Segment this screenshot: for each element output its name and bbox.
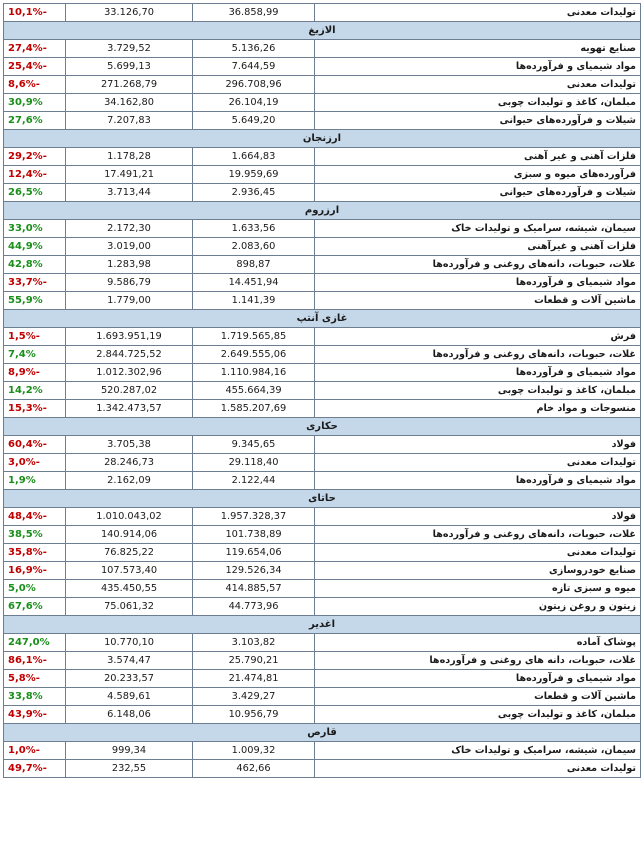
province-header-row	[4, 418, 641, 436]
product-name-cell: میوه و سبزی تازه	[315, 580, 641, 598]
percent-change-cell: 1,9%	[4, 472, 66, 490]
percent-change-cell: 33,7%-	[4, 274, 66, 292]
product-name-cell: ماشین آلات و قطعات	[315, 292, 641, 310]
value-cell-previous: 1.009,32	[193, 742, 315, 760]
table-row	[4, 364, 641, 382]
product-name-cell: فلزات آهنی و غیر آهنی	[315, 148, 641, 166]
value-cell-previous: 898,87	[193, 256, 315, 274]
product-name-cell: فلزات آهنی و غیرآهنی	[315, 238, 641, 256]
table-row	[4, 40, 641, 58]
value-cell-previous: 296.708,96	[193, 76, 315, 94]
value-cell-current: 1.283,98	[66, 256, 193, 274]
table-row	[4, 112, 641, 130]
percent-change-cell: 5,0%	[4, 580, 66, 598]
value-cell-current: 28.246,73	[66, 454, 193, 472]
percent-change-cell: 3,0%-	[4, 454, 66, 472]
value-cell-previous: 21.474,81	[193, 670, 315, 688]
value-cell-current: 17.491,21	[66, 166, 193, 184]
table-row	[4, 760, 641, 778]
product-name-cell: صنایع تهویه	[315, 40, 641, 58]
value-cell-current: 107.573,40	[66, 562, 193, 580]
value-cell-previous: 2.083,60	[193, 238, 315, 256]
table-row	[4, 598, 641, 616]
value-cell-current: 76.825,22	[66, 544, 193, 562]
province-header-row	[4, 490, 641, 508]
table-row	[4, 220, 641, 238]
value-cell-previous: 1.633,56	[193, 220, 315, 238]
percent-change-cell: 12,4%-	[4, 166, 66, 184]
table-row	[4, 400, 641, 418]
value-cell-previous: 2.122,44	[193, 472, 315, 490]
table-row	[4, 184, 641, 202]
value-cell-current: 3.713,44	[66, 184, 193, 202]
percent-change-cell: 49,7%-	[4, 760, 66, 778]
table-row	[4, 328, 641, 346]
table-row	[4, 382, 641, 400]
value-cell-current: 1.693.951,19	[66, 328, 193, 346]
value-cell-previous: 462,66	[193, 760, 315, 778]
table-row	[4, 292, 641, 310]
product-name-cell: فولاد	[315, 508, 641, 526]
product-name-cell: تولیدات معدنی	[315, 544, 641, 562]
product-name-cell: مواد شیمیای و فرآورده‌ها	[315, 472, 641, 490]
percent-change-cell: 14,2%	[4, 382, 66, 400]
percent-change-cell: 86,1%-	[4, 652, 66, 670]
province-name: الازیغ	[4, 22, 641, 40]
percent-change-cell: 27,4%-	[4, 40, 66, 58]
value-cell-current: 1.342.473,57	[66, 400, 193, 418]
value-cell-current: 1.012.302,96	[66, 364, 193, 382]
product-name-cell: غلات، حبوبات، دانه های روغنی و فرآورده‌ها	[315, 652, 641, 670]
product-name-cell: تولیدات معدنی	[315, 454, 641, 472]
percent-change-cell: 48,4%-	[4, 508, 66, 526]
table-row	[4, 76, 641, 94]
percent-change-cell: 43,9%-	[4, 706, 66, 724]
value-cell-previous: 19.959,69	[193, 166, 315, 184]
product-name-cell: مواد شیمیای و فرآورده‌ها	[315, 58, 641, 76]
province-header-row	[4, 202, 641, 220]
product-name-cell: مبلمان، کاغذ و تولیدات چوبی	[315, 706, 641, 724]
value-cell-previous: 2.649.555,06	[193, 346, 315, 364]
product-name-cell: منسوجات و مواد خام	[315, 400, 641, 418]
product-name-cell: تولیدات معدنی	[315, 76, 641, 94]
percent-change-cell: 60,4%-	[4, 436, 66, 454]
value-cell-previous: 414.885,57	[193, 580, 315, 598]
product-name-cell: سیمان، شیشه، سرامیک و تولیدات خاک	[315, 742, 641, 760]
value-cell-previous: 1.585.207,69	[193, 400, 315, 418]
table-row	[4, 580, 641, 598]
value-cell-previous: 26.104,19	[193, 94, 315, 112]
value-cell-previous: 36.858,99	[193, 4, 315, 22]
value-cell-current: 33.126,70	[66, 4, 193, 22]
percent-change-cell: 35,8%-	[4, 544, 66, 562]
value-cell-current: 6.148,06	[66, 706, 193, 724]
value-cell-current: 1.178,28	[66, 148, 193, 166]
table-body	[4, 4, 641, 778]
percent-change-cell: 27,6%	[4, 112, 66, 130]
product-name-cell: غلات، حبوبات، دانه‌های روغنی و فرآورده‌ها	[315, 346, 641, 364]
table-row	[4, 526, 641, 544]
value-cell-current: 4.589,61	[66, 688, 193, 706]
product-name-cell: سیمان، شیشه، سرامیک و تولیدات خاک	[315, 220, 641, 238]
value-cell-previous: 7.644,59	[193, 58, 315, 76]
province-header-row	[4, 724, 641, 742]
value-cell-current: 2.172,30	[66, 220, 193, 238]
value-cell-current: 9.586,79	[66, 274, 193, 292]
province-header-row	[4, 130, 641, 148]
table-row	[4, 94, 641, 112]
value-cell-previous: 25.790,21	[193, 652, 315, 670]
value-cell-previous: 1.141,39	[193, 292, 315, 310]
value-cell-current: 140.914,06	[66, 526, 193, 544]
value-cell-previous: 29.118,40	[193, 454, 315, 472]
table-row	[4, 544, 641, 562]
value-cell-current: 3.019,00	[66, 238, 193, 256]
table-row	[4, 436, 641, 454]
product-name-cell: شیلات و فرآورده‌های حیوانی	[315, 112, 641, 130]
value-cell-current: 7.207,83	[66, 112, 193, 130]
product-name-cell: مواد شیمیای و فرآورده‌ها	[315, 670, 641, 688]
province-name: ارزنجان	[4, 130, 641, 148]
table-row	[4, 562, 641, 580]
value-cell-previous: 3.103,82	[193, 634, 315, 652]
value-cell-previous: 14.451,94	[193, 274, 315, 292]
percent-change-cell: 16,9%-	[4, 562, 66, 580]
percent-change-cell: 26,5%	[4, 184, 66, 202]
value-cell-previous: 3.429,27	[193, 688, 315, 706]
value-cell-current: 271.268,79	[66, 76, 193, 94]
value-cell-current: 5.699,13	[66, 58, 193, 76]
percent-change-cell: 30,9%	[4, 94, 66, 112]
product-name-cell: فرآورده‌های میوه و سبزی	[315, 166, 641, 184]
table-row	[4, 274, 641, 292]
province-name: حکاری	[4, 418, 641, 436]
product-name-cell: مبلمان، کاغذ و تولیدات چوبی	[315, 94, 641, 112]
value-cell-current: 2.844.725,52	[66, 346, 193, 364]
value-cell-previous: 2.936,45	[193, 184, 315, 202]
province-export-table	[3, 3, 641, 778]
value-cell-previous: 44.773,96	[193, 598, 315, 616]
table-row	[4, 454, 641, 472]
value-cell-current: 232,55	[66, 760, 193, 778]
value-cell-previous: 9.345,65	[193, 436, 315, 454]
percent-change-cell: 15,3%-	[4, 400, 66, 418]
table-row	[4, 58, 641, 76]
value-cell-current: 34.162,80	[66, 94, 193, 112]
value-cell-current: 1.010.043,02	[66, 508, 193, 526]
value-cell-current: 3.574,47	[66, 652, 193, 670]
table-row	[4, 148, 641, 166]
product-name-cell: صنایع خودروسازی	[315, 562, 641, 580]
percent-change-cell: 29,2%-	[4, 148, 66, 166]
value-cell-previous: 101.738,89	[193, 526, 315, 544]
value-cell-previous: 1.719.565,85	[193, 328, 315, 346]
table-row	[4, 256, 641, 274]
value-cell-current: 2.162,09	[66, 472, 193, 490]
percent-change-cell: 10,1%-	[4, 4, 66, 22]
table-row	[4, 742, 641, 760]
percent-change-cell: 5,8%-	[4, 670, 66, 688]
table-row	[4, 670, 641, 688]
province-name: ارزروم	[4, 202, 641, 220]
percent-change-cell: 25,4%-	[4, 58, 66, 76]
value-cell-previous: 1.664,83	[193, 148, 315, 166]
table-row	[4, 688, 641, 706]
province-name: اغدیر	[4, 616, 641, 634]
value-cell-previous: 455.664,39	[193, 382, 315, 400]
percent-change-cell: 38,5%	[4, 526, 66, 544]
value-cell-previous: 1.957.328,37	[193, 508, 315, 526]
value-cell-previous: 119.654,06	[193, 544, 315, 562]
product-name-cell: غلات، حبوبات، دانه‌های روغنی و فرآورده‌ها	[315, 526, 641, 544]
value-cell-current: 435.450,55	[66, 580, 193, 598]
value-cell-previous: 1.110.984,16	[193, 364, 315, 382]
value-cell-current: 520.287,02	[66, 382, 193, 400]
value-cell-current: 10.770,10	[66, 634, 193, 652]
percent-change-cell: 8,9%-	[4, 364, 66, 382]
value-cell-current: 999,34	[66, 742, 193, 760]
value-cell-previous: 129.526,34	[193, 562, 315, 580]
percent-change-cell: 42,8%	[4, 256, 66, 274]
product-name-cell: مواد شیمیای و فرآورده‌ها	[315, 364, 641, 382]
province-name: غازی آنتپ	[4, 310, 641, 328]
value-cell-current: 3.729,52	[66, 40, 193, 58]
percent-change-cell: 7,4%	[4, 346, 66, 364]
percent-change-cell: 33,8%	[4, 688, 66, 706]
product-name-cell: ماشین آلات و قطعات	[315, 688, 641, 706]
value-cell-current: 75.061,32	[66, 598, 193, 616]
product-name-cell: فولاد	[315, 436, 641, 454]
product-name-cell: تولیدات معدنی	[315, 4, 641, 22]
value-cell-previous: 10.956,79	[193, 706, 315, 724]
percent-change-cell: 247,0%	[4, 634, 66, 652]
value-cell-current: 1.779,00	[66, 292, 193, 310]
value-cell-current: 20.233,57	[66, 670, 193, 688]
product-name-cell: غلات، حبوبات، دانه‌های روغنی و فرآورده‌ها	[315, 256, 641, 274]
percent-change-cell: 1,0%-	[4, 742, 66, 760]
province-header-row	[4, 616, 641, 634]
table-row	[4, 652, 641, 670]
table-row	[4, 346, 641, 364]
table-row	[4, 238, 641, 256]
product-name-cell: زیتون و روغن زیتون	[315, 598, 641, 616]
province-name: حاتای	[4, 490, 641, 508]
province-name: قارص	[4, 724, 641, 742]
percent-change-cell: 1,5%-	[4, 328, 66, 346]
percent-change-cell: 67,6%	[4, 598, 66, 616]
percent-change-cell: 55,9%	[4, 292, 66, 310]
product-name-cell: مبلمان، کاغذ و تولیدات چوبی	[315, 382, 641, 400]
table-row	[4, 706, 641, 724]
product-name-cell: تولیدات معدنی	[315, 760, 641, 778]
product-name-cell: شیلات و فرآورده‌های حیوانی	[315, 184, 641, 202]
percent-change-cell: 33,0%	[4, 220, 66, 238]
table-row	[4, 472, 641, 490]
province-header-row	[4, 310, 641, 328]
value-cell-previous: 5.136,26	[193, 40, 315, 58]
value-cell-current: 3.705,38	[66, 436, 193, 454]
product-name-cell: پوشاک آماده	[315, 634, 641, 652]
table-row	[4, 508, 641, 526]
product-name-cell: مواد شیمیای و فرآورده‌ها	[315, 274, 641, 292]
table-row	[4, 166, 641, 184]
value-cell-previous: 5.649,20	[193, 112, 315, 130]
percent-change-cell: 8,6%-	[4, 76, 66, 94]
province-header-row	[4, 22, 641, 40]
table-row	[4, 634, 641, 652]
product-name-cell: فرش	[315, 328, 641, 346]
percent-change-cell: 44,9%	[4, 238, 66, 256]
table-row	[4, 4, 641, 22]
